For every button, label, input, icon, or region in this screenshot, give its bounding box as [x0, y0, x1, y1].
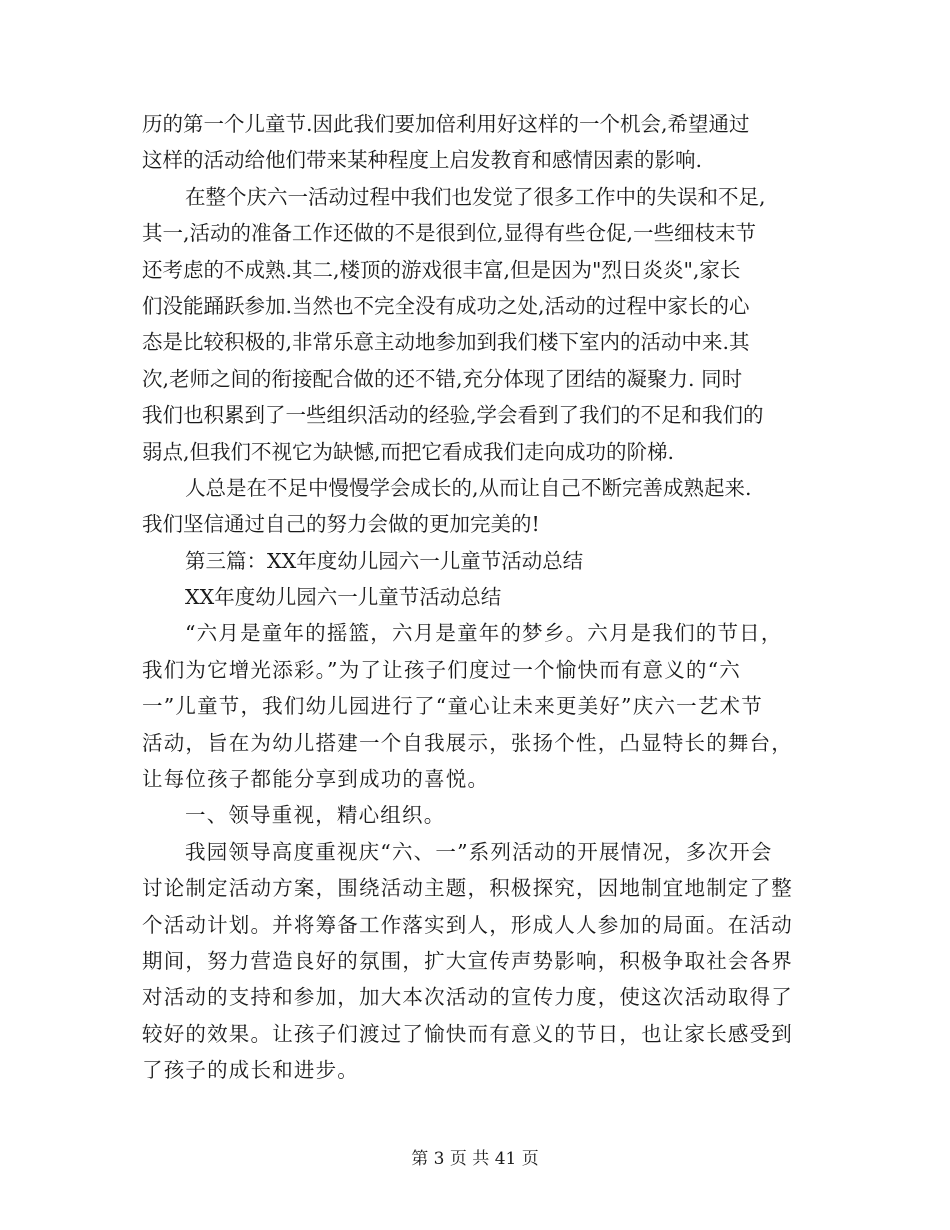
text-line: 历的第一个儿童节.因此我们要加倍利用好这样的一个机会,希望通过	[142, 112, 750, 136]
subsection-heading: 一、领导重视，精心组织。	[185, 803, 446, 828]
text-line: 对活动的支持和参加，加大本次活动的宣传力度，使这次活动取得了	[142, 985, 793, 1010]
text-line: 在整个庆六一活动过程中我们也发觉了很多工作中的失误和不足,	[185, 184, 766, 209]
text-line: 我们坚信通过自己的努力会做的更加完美的!	[142, 512, 540, 537]
document-body	[142, 106, 810, 1089]
text-line: 我们也积累到了一些组织活动的经验,学会看到了我们的不足和我们的	[142, 403, 764, 428]
text-line: 还考虑的不成熟.其二,楼顶的游戏很丰富,但是因为"烈日炎炎",家长	[142, 257, 741, 282]
text-line: 活动，旨在为幼儿搭建一个自我展示，张扬个性，凸显特长的舞台，	[142, 730, 793, 755]
text-line: 次,老师之间的衔接配合做的还不错,充分体现了团结的凝聚力. 同时	[142, 366, 743, 391]
text-line: 较好的效果。让孩子们渡过了愉快而有意义的节日，也让家长感受到	[142, 1021, 793, 1046]
text-line: 让每位孩子都能分享到成功的喜悦。	[142, 767, 490, 792]
text-line: 我们为它增光添彩。”为了让孩子们度过一个愉快而有意义的“六	[142, 657, 742, 682]
text-line: 人总是在不足中慢慢学会成长的,从而让自己不断完善成熟起来.	[185, 475, 752, 500]
text-line: 这样的活动给他们带来某种程度上启发教育和感情因素的影响.	[142, 148, 703, 173]
text-line: 弱点,但我们不视它为缺憾,而把它看成我们走向成功的阶梯.	[142, 439, 675, 464]
text-line: 态是比较积极的,非常乐意主动地参加到我们楼下室内的活动中来.其	[142, 330, 750, 355]
text-line: 讨论制定活动方案，围绕活动主题，积极探究，因地制宜地制定了整	[142, 876, 793, 901]
text-line: “六月是童年的摇篮，六月是童年的梦乡。六月是我们的节日，	[185, 621, 783, 646]
text-line: 们没能踊跃参加.当然也不完全没有成功之处,活动的过程中家长的心	[142, 293, 750, 318]
text-line: 其一,活动的准备工作还做的不是很到位,显得有些仓促,一些细枝末节	[142, 221, 757, 246]
section-heading: 第三篇：XX年度幼儿园六一儿童节活动总结	[185, 548, 584, 573]
text-line: 期间，努力营造良好的氛围，扩大宣传声势影响，积极争取社会各界	[142, 948, 793, 973]
text-line: 个活动计划。并将筹备工作落实到人，形成人人参加的局面。在活动	[142, 912, 793, 937]
page-number: 第 3 页 共 41 页	[411, 1149, 539, 1169]
section-title: XX年度幼儿园六一儿童节活动总结	[185, 585, 502, 610]
text-line: 我园领导高度重视庆“六、一”系列活动的开展情况，多次开会	[185, 839, 773, 864]
text-line: 一”儿童节，我们幼儿园进行了“童心让未来更美好”庆六一艺术节	[142, 694, 763, 719]
text-line: 了孩子的成长和进步。	[142, 1058, 359, 1083]
